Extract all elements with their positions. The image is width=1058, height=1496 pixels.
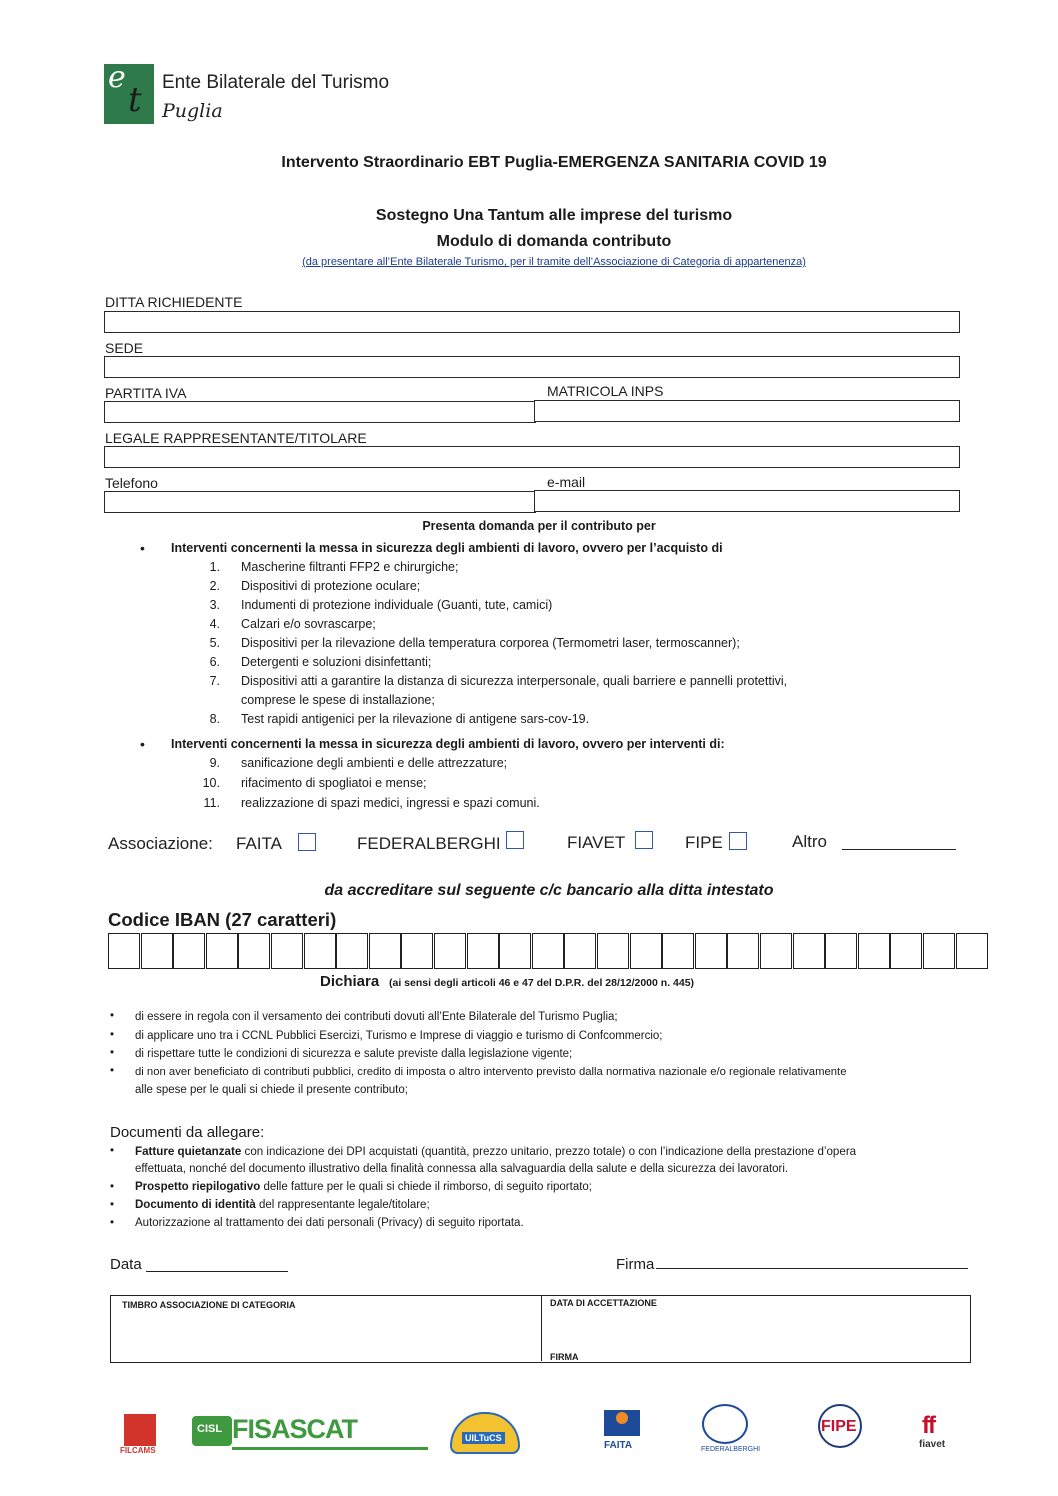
item-number: 10. [202,776,220,790]
declaration-item: di applicare uno tra i CCNL Pubblici Esercizi, Turismo e Imprese di viaggio e turismo di Confcommercio; [135,1030,663,1042]
email-label: e-mail [547,474,586,490]
iban-char-box[interactable] [108,933,140,969]
iban-char-box[interactable] [434,933,466,969]
federalberghi-logo-text: FEDERALBERGHI [701,1446,761,1453]
association-label: Associazione: [108,834,213,853]
legale-field[interactable] [104,446,960,468]
document-item-bold: Fatture quietanzate [135,1145,242,1158]
declaration-title: Dichiara [320,973,380,990]
faita-logo-text: FAITA [604,1440,633,1451]
iban-char-box[interactable] [793,933,825,969]
federalberghi-checkbox[interactable] [506,831,524,849]
item-text: Test rapidi antigenici per la rilevazione di antigene sars-cov-19. [241,712,590,726]
item-number: 9. [209,756,220,770]
iban-char-box[interactable] [532,933,564,969]
iban-char-box[interactable] [206,933,238,969]
declaration-item: di non aver beneficiato di contributi pubblici, credito di imposta o altro intervento previsto dalla normativa nazionale e/o regionale relativamente [135,1066,847,1078]
submission-note: (da presentare all’Ente Bilaterale Turismo, per il tramite dell’Associazione di Categoria di appartenenza) [302,256,806,268]
fiavet-checkbox[interactable] [635,831,653,849]
document-item [135,1199,430,1211]
item-number: 4. [209,617,220,631]
request-group-1: Interventi concernenti la messa in sicurezza degli ambienti di lavoro, ovvero per l’acquisto di [171,541,723,555]
iban-char-box[interactable] [956,933,988,969]
iban-char-box[interactable] [890,933,922,969]
document-item-bold: Prospetto riepilogativo [135,1181,261,1193]
bullet-icon: • [110,1010,115,1022]
ditta-label: DITTA RICHIEDENTE [105,294,243,310]
ditta-field[interactable] [104,311,960,333]
email-field[interactable] [534,490,960,512]
item-text: realizzazione di spazi medici, ingressi e spazi comuni. [241,796,540,810]
declaration-item-continued: alle spese per le quali si chiede il presente contributo; [135,1084,408,1096]
iban-char-box[interactable] [336,933,368,969]
bullet-icon: • [110,1065,115,1077]
iban-char-box[interactable] [695,933,727,969]
bank-heading: da accreditare sul seguente c/c bancario alla ditta intestato [324,882,774,899]
acceptance-box-divider [541,1295,542,1361]
document-item-bold: Documento di identità [135,1199,256,1211]
iban-char-box[interactable] [923,933,955,969]
item-number: 6. [209,655,220,669]
iban-char-box[interactable] [564,933,596,969]
org-name: Ente Bilaterale del Turismo [162,72,390,93]
document-title: Intervento Straordinario EBT Puglia-EMERGENZA SANITARIA COVID 19 [281,154,827,171]
declaration-reference: (ai sensi degli articoli 46 e 47 del D.P.R. del 28/12/2000 n. 445) [389,977,695,989]
telefono-label: Telefono [105,475,158,491]
telefono-field[interactable] [104,491,536,513]
fisascat-logo-bar [232,1447,428,1450]
date-label: Data [110,1256,142,1273]
item-number: 8. [209,712,220,726]
association-faita-label: FAITA [236,834,282,853]
signature-label: Firma [616,1256,655,1273]
acceptance-signature-label: FIRMA [550,1352,579,1362]
item-number: 5. [209,636,220,650]
item-text: Mascherine filtranti FFP2 e chirurgiche; [241,560,459,574]
filcams-logo-text: FILCAMS [120,1446,156,1455]
iban-char-box[interactable] [173,933,205,969]
item-text: sanificazione degli ambienti e delle attrezzature; [241,756,508,770]
iban-char-box[interactable] [141,933,173,969]
iban-char-box[interactable] [760,933,792,969]
org-region: Puglia [162,100,223,122]
faita-logo-sun [616,1412,628,1424]
partita-iva-field[interactable] [104,401,536,423]
bullet-icon: • [110,1181,115,1193]
association-fiavet-label: FIAVET [567,833,626,852]
acceptance-date-label: DATA DI ACCETTAZIONE [550,1298,657,1308]
bullet-icon: • [110,1145,115,1157]
association-federalberghi-label: FEDERALBERGHI [357,834,501,853]
ebt-logo-letter-e: e [108,60,126,95]
federalberghi-logo [702,1404,748,1444]
fipe-logo-text: FIPE [821,1418,857,1435]
association-other-label: Altro [792,832,827,851]
item-number: 2. [209,579,220,593]
iban-char-box[interactable] [825,933,857,969]
item-number: 11. [203,796,220,810]
document-item: Autorizzazione al trattamento dei dati personali (Privacy) di seguito riportata. [135,1217,524,1229]
item-number: 7. [209,674,220,688]
iban-char-box[interactable] [467,933,499,969]
iban-char-box[interactable] [369,933,401,969]
bullet-icon: • [110,1029,115,1041]
declaration-item: di rispettare tutte le condizioni di sicurezza e salute previste dalla legislazione vigente; [135,1048,573,1060]
sede-field[interactable] [104,356,960,378]
request-group-2: Interventi concernenti la messa in sicurezza degli ambienti di lavoro, ovvero per interventi di: [171,737,725,751]
faita-checkbox[interactable] [298,833,316,851]
document-item-text: con indicazione dei DPI acquistati (quantità, prezzo unitario, prezzo totale) o con l’indicazione della prestazione d’opera [241,1145,857,1158]
association-fipe-label: FIPE [685,833,723,852]
iban-char-box[interactable] [630,933,662,969]
partita-iva-label: PARTITA IVA [105,385,187,401]
ebt-logo-letter-t: t [128,80,142,120]
document-item-text: delle fatture per le quali si chiede il rimborso, di seguito riportato; [260,1181,593,1193]
fisascat-logo-text: FISASCAT [232,1414,357,1444]
document-item-continued: effettuata, nonché del documento illustrativo della finalità connessa alla salvaguardia della salute e della sicurezza dei lavoratori. [135,1163,789,1175]
matricola-field[interactable] [534,400,960,422]
bullet-icon: • [140,540,145,556]
iban-char-box[interactable] [597,933,629,969]
item-number: 3. [209,598,220,612]
item-text: Dispositivi di protezione oculare; [241,579,421,593]
iban-input[interactable] [108,933,988,969]
uiltucs-logo-text: UILTuCS [462,1432,505,1444]
fiavet-logo-mark: ff [922,1412,934,1439]
item-text: rifacimento di spogliatoi e mense; [241,776,427,790]
matricola-label: MATRICOLA INPS [547,383,664,399]
iban-char-box[interactable] [499,933,531,969]
cisl-logo-text: CISL [197,1423,223,1435]
documents-heading: Documenti da allegare: [110,1124,265,1141]
iban-char-box[interactable] [304,933,336,969]
item-number: 1. [209,560,220,574]
declaration-item: di essere in regola con il versamento dei contributi dovuti all’Ente Bilaterale del Turismo Puglia; [135,1011,618,1023]
date-field[interactable] [146,1271,288,1272]
bullet-icon: • [110,1217,115,1229]
stamp-label: TIMBRO ASSOCIAZIONE DI CATEGORIA [122,1300,296,1310]
document-item [135,1145,856,1158]
bullet-icon: • [110,1047,115,1059]
iban-char-box[interactable] [271,933,303,969]
item-text: comprese le spese di installazione; [241,693,435,707]
bullet-icon: • [110,1199,115,1211]
fiavet-logo-text: fiavet [919,1439,946,1450]
filcams-logo [124,1414,156,1446]
form-title: Modulo di domanda contributo [436,233,672,250]
item-text: Calzari e/o sovrascarpe; [241,617,376,631]
document-item-text: del rappresentante legale/titolare; [255,1199,430,1211]
iban-char-box[interactable] [858,933,890,969]
sede-label: SEDE [105,340,144,356]
request-heading: Presenta domanda per il contributo per [422,519,656,533]
item-text: Detergenti e soluzioni disinfettanti; [241,655,432,669]
iban-char-box[interactable] [238,933,270,969]
iban-char-box[interactable] [401,933,433,969]
item-text: Dispositivi per la rilevazione della temperatura corporea (Termometri laser, termoscanner); [241,636,740,650]
legale-label: LEGALE RAPPRESENTANTE/TITOLARE [105,430,367,446]
iban-char-box[interactable] [727,933,759,969]
other-association-field[interactable] [842,849,956,850]
item-text: Indumenti di protezione individuale (Guanti, tute, camici) [241,598,553,612]
iban-char-box[interactable] [662,933,694,969]
fipe-checkbox[interactable] [729,832,747,850]
document-subtitle: Sostegno Una Tantum alle imprese del turismo [375,207,733,224]
iban-label: Codice IBAN (27 caratteri) [108,909,337,930]
item-text: Dispositivi atti a garantire la distanza di sicurezza interpersonale, quali barriere e pannelli protettivi, [241,674,788,688]
document-item [135,1181,592,1193]
signature-field[interactable] [656,1268,968,1269]
bullet-icon: • [140,736,145,752]
